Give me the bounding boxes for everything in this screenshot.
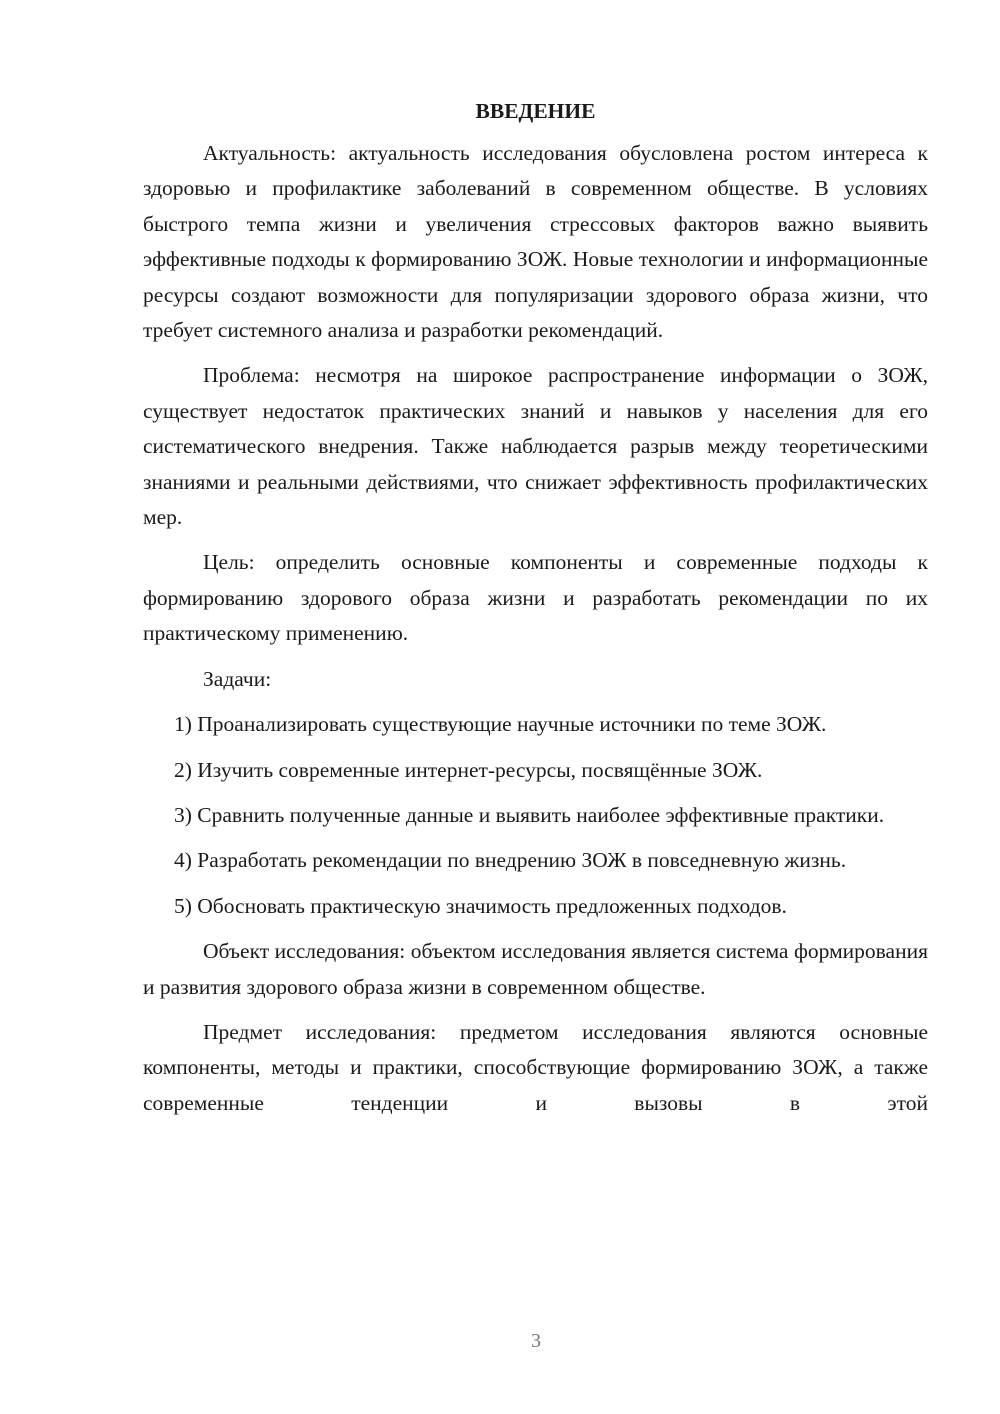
- paragraph-object: Объект исследования: объектом исследования является система формирования и развития здорового образа жизни в современном обществе.: [143, 939, 928, 999]
- paragraph-tasks-heading: Задачи:: [203, 666, 272, 691]
- paragraph-goal: Цель: определить основные компоненты и современные подходы к формированию здорового образа жизни и разработать рекомендации по их практическому применению.: [143, 550, 928, 646]
- task-item-2: 2) Изучить современные интернет-ресурсы, посвящённые ЗОЖ.: [174, 757, 763, 782]
- page-number: 3: [531, 1330, 541, 1352]
- paragraph-problem: Проблема: несмотря на широкое распространение информации о ЗОЖ, существует недостаток практических знаний и навыков у населения для его систематического внедрения. Также наблюдается разрыв между теоретическими знаниями и реальными действиями, что снижает эффективность профилактических мер.: [143, 363, 928, 530]
- task-item-1: 1) Проанализировать существующие научные источники по теме ЗОЖ.: [174, 712, 827, 737]
- document-page: [143, 96, 928, 1131]
- task-item-5: 5) Обосновать практическую значимость предложенных подходов.: [174, 893, 787, 918]
- section-title: ВВЕДЕНИЕ: [475, 99, 596, 123]
- task-item-4: 4) Разработать рекомендации по внедрению ЗОЖ в повседневную жизнь.: [174, 848, 847, 873]
- paragraph-relevance: Актуальность: актуальность исследования обусловлена ростом интереса к здоровью и профилактике заболеваний в современном обществе. В условиях быстрого темпа жизни и увеличения стрессовых факторов важно выявить эффективные подходы к формированию ЗОЖ. Новые технологии и информационные ресурсы создают возможности для популяризации здорового образа жизни, что требует системного анализа и разработки рекомендаций.: [143, 141, 928, 343]
- task-item-3: 3) Сравнить полученные данные и выявить наиболее эффективные практики.: [174, 802, 885, 827]
- paragraph-subject: Предмет исследования: предметом исследования являются основные компоненты, методы и практики, способствующие формированию ЗОЖ, а также современные тенденции и вызовы в этой: [143, 1019, 928, 1115]
